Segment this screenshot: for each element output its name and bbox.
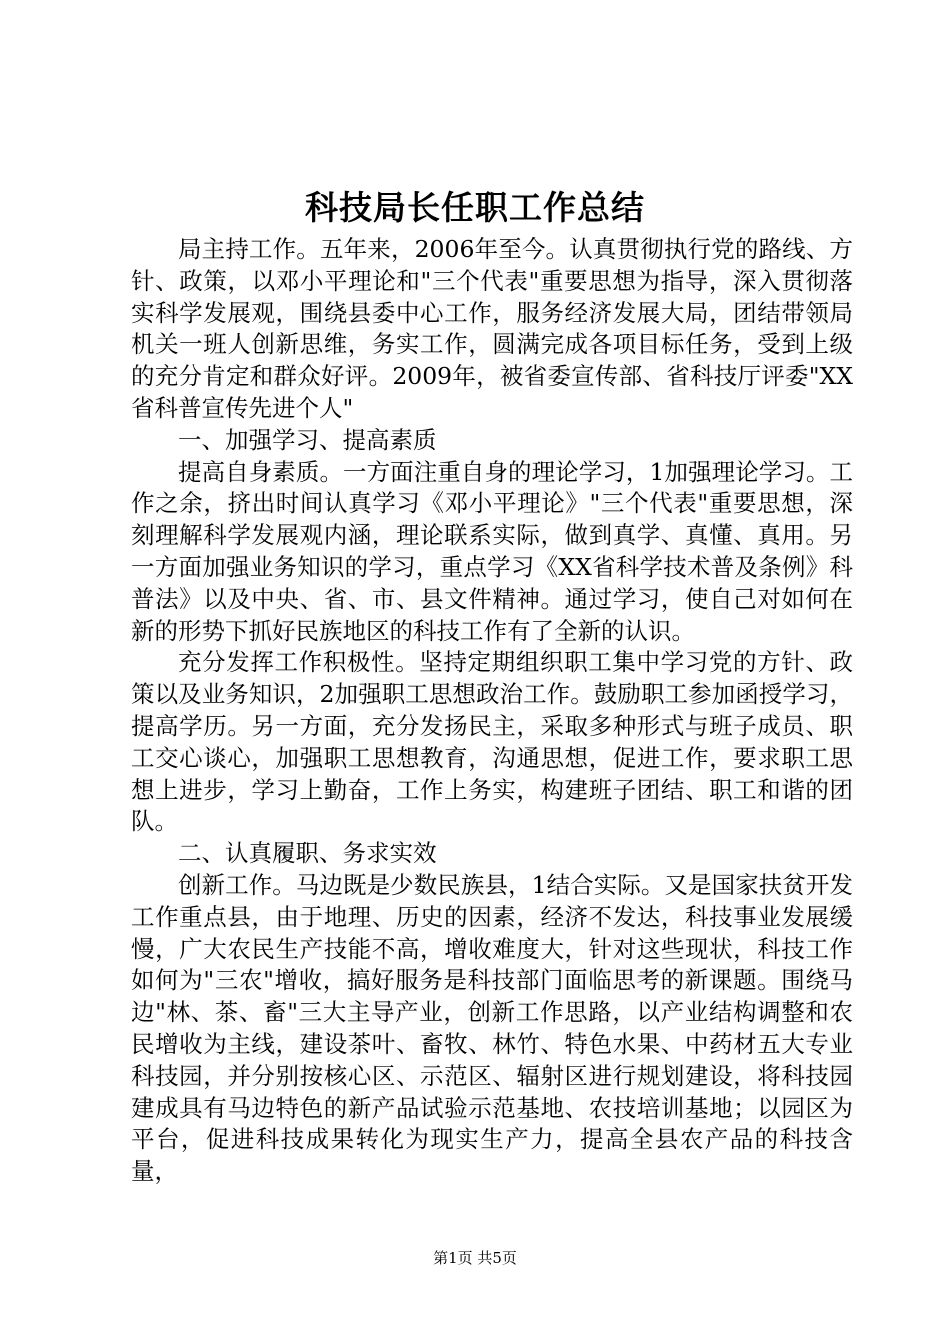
paragraph-intro: 局主持工作。五年来，2006年至今。认真贯彻执行党的路线、方针、政策，以邓小平理论和"三个代表"重要思想为指导，深入贯彻落实科学发展观，围绕县委中心工作，服务经济发展大局，团结带领局机关一班人创新思维，务实工作，圆满完成各项目标任务，受到上级的充分肯定和群众好评。2009年，被省委宣传部、省科技厅评委"XX省科普宣传先进个人" bbox=[131, 235, 853, 422]
paragraph-innovation: 创新工作。马边既是少数民族县，1结合实际。又是国家扶贫开发工作重点县，由于地理、历史的因素，经济不发达，科技事业发展缓慢，广大农民生产技能不高，增收难度大，针对这些现状，科技工作如何为"三农"增收，搞好服务是科技部门面临思考的新课题。围绕马边"林、茶、畜"三大主导产业，创新工作思路，以产业结构调整和农民增收为主线，建设茶叶、畜牧、林竹、特色水果、中药材五大专业科技园，并分别按核心区、示范区、辐射区进行规划建设，将科技园建成具有马边特色的新产品试验示范基地、农技培训基地；以园区为平台，促进科技成果转化为现实生产力，提高全县农产品的科技含量， bbox=[131, 870, 853, 1186]
paragraph-staff-work: 充分发挥工作积极性。坚持定期组织职工集中学习党的方针、政策以及业务知识，2加强职工思想政治工作。鼓励职工参加函授学习，提高学历。另一方面，充分发扬民主，采取多种形式与班子成员、职工交心谈心，加强职工思想教育，沟通思想，促进工作，要求职工思想上进步，学习上勤奋，工作上务实，构建班子团结、职工和谐的团队。 bbox=[131, 648, 853, 836]
section-heading-2: 二、认真履职、务求实效 bbox=[178, 839, 437, 868]
section-heading-1: 一、加强学习、提高素质 bbox=[178, 425, 437, 454]
document-title: 科技局长任职工作总结 bbox=[305, 188, 645, 227]
document-body bbox=[131, 234, 853, 1188]
page-number-footer: 第1页 共5页 bbox=[433, 1249, 517, 1267]
paragraph-self-study: 提高自身素质。一方面注重自身的理论学习，1加强理论学习。工作之余，挤出时间认真学习《邓小平理论》"三个代表"重要思想，深刻理解科学发展观内涵，理论联系实际，做到真学、真懂、真用。另一方面加强业务知识的学习，重点学习《XX省科学技术普及条例》科普法》以及中央、省、市、县文件精神。通过学习，使自己对如何在新的形势下抓好民族地区的科技工作有了全新的认识。 bbox=[131, 457, 853, 645]
